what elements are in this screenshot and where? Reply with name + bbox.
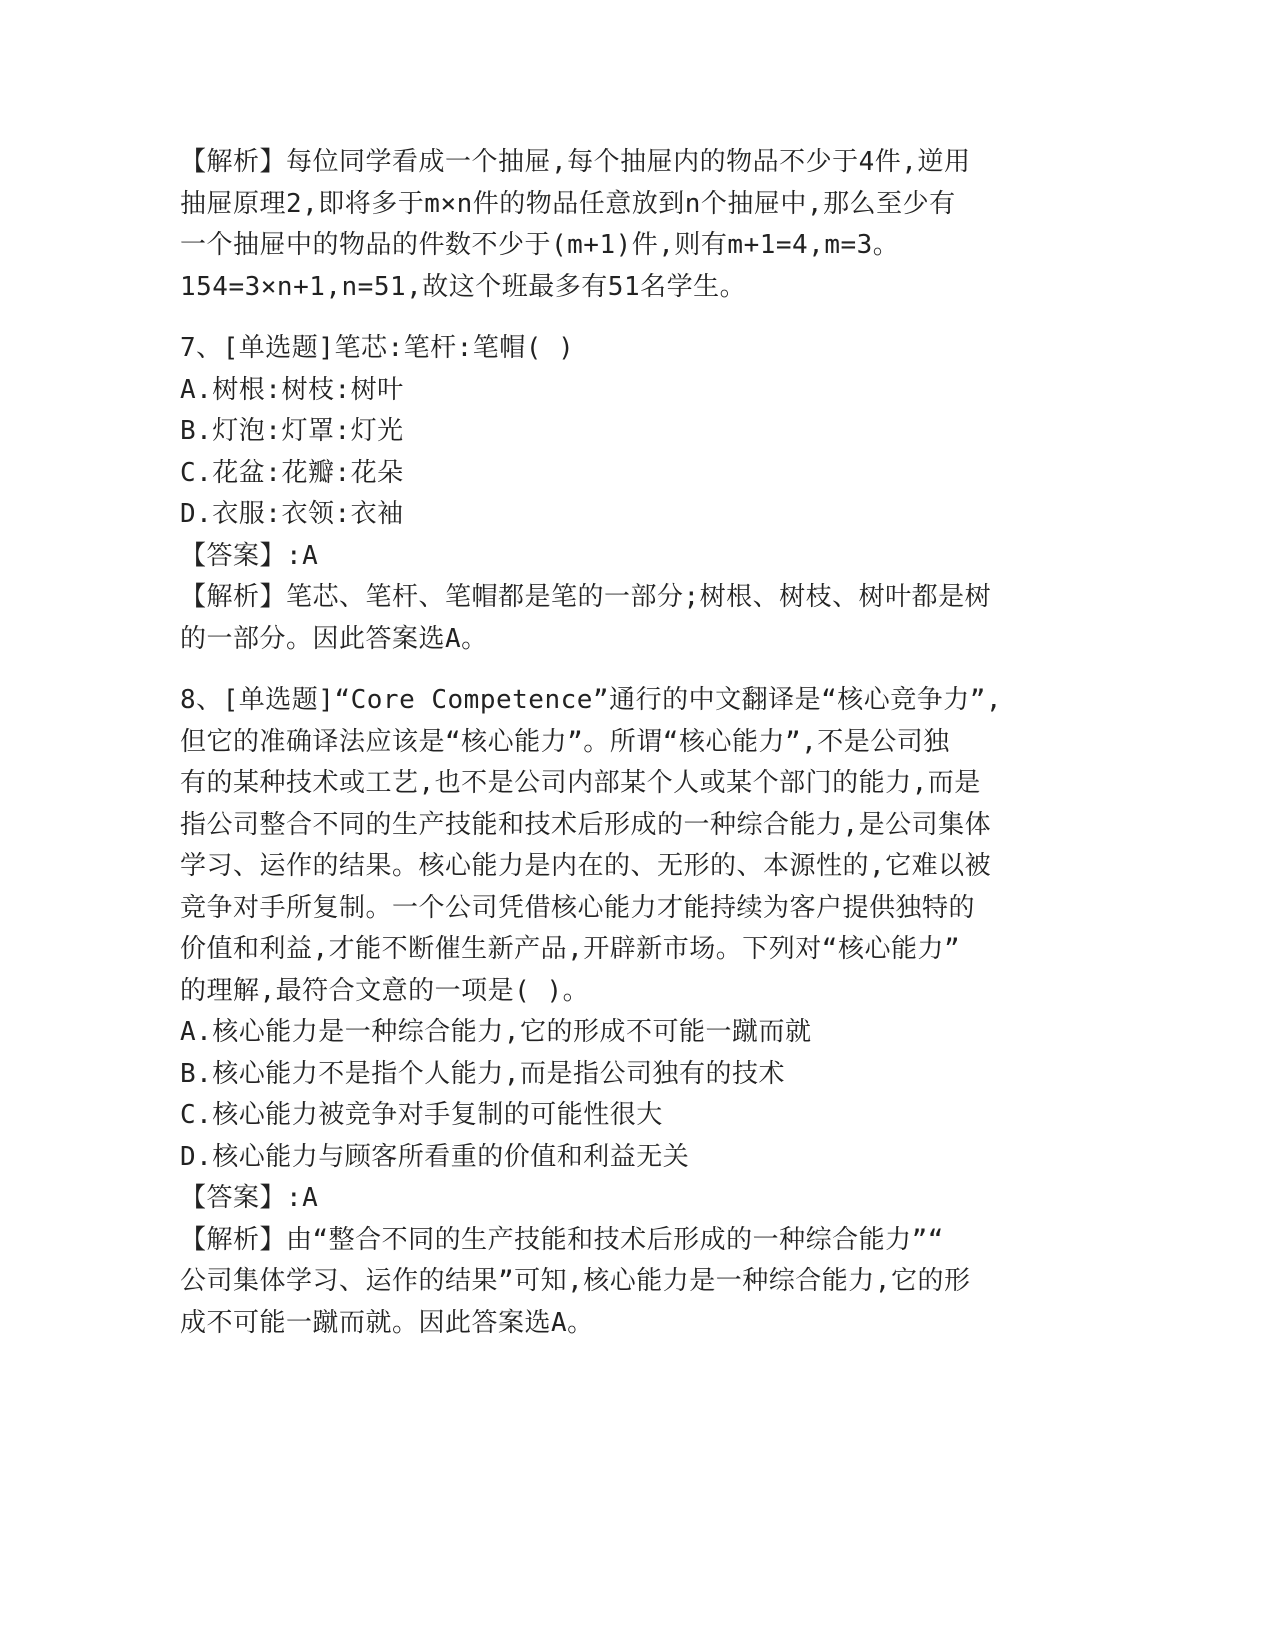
option-d: D.核心能力与顾客所看重的价值和利益无关 [180,1141,690,1172]
question-stem-line: 学习、运作的结果。核心能力是内在的、无形的、本源性的,它难以被 [180,851,992,881]
question-stem-line: 指公司整合不同的生产技能和技术后形成的一种综合能力,是公司集体 [180,809,992,840]
analysis-line: 一个抽屉中的物品的件数不少于(m+1)件,则有m+1=4,m=3。 [180,230,900,260]
question-stem-line: 但它的准确译法应该是“核心能力”。所谓“核心能力”,不是公司独 [180,726,950,757]
analysis-line: 成不可能一蹴而就。因此答案选A。 [180,1307,594,1338]
option-c: C.花盆:花瓣:花朵 [180,457,404,488]
option-a: A.树根:树枝:树叶 [180,374,404,405]
spacer [180,660,1060,680]
option-b: B.灯泡:灯罩:灯光 [180,416,404,446]
question-8 [180,680,1060,1344]
question-stem-line: 价值和利益,才能不断催生新产品,开辟新市场。下列对“核心能力” [180,934,961,964]
analysis-line: 154=3×n+1,n=51,故这个班最多有51名学生。 [180,271,747,302]
analysis-line: 的一部分。因此答案选A。 [180,623,488,654]
question-stem-line: 竞争对手所复制。一个公司凭借核心能力才能持续为客户提供独特的 [180,892,976,923]
question-stem-line: 8、[单选题]“Core Competence”通行的中文翻译是“核心竞争力”, [180,685,1003,715]
option-d: D.衣服:衣领:衣袖 [180,499,404,529]
analysis-line: 公司集体学习、运作的结果”可知,核心能力是一种综合能力,它的形 [180,1266,971,1296]
option-c: C.核心能力被竞争对手复制的可能性很大 [180,1100,663,1130]
question-stem: 7、[单选题]笔芯:笔杆:笔帽( ) [180,333,575,363]
answer-line: 【答案】:A [180,1183,319,1213]
analysis-line: 【解析】笔芯、笔杆、笔帽都是笔的一部分;树根、树枝、树叶都是树 [180,582,992,612]
q6-analysis [180,142,1060,308]
document-page [180,142,1060,1344]
question-7 [180,328,1060,660]
question-stem-line: 有的某种技术或工艺,也不是公司内部某个人或某个部门的能力,而是 [180,768,981,798]
analysis-line: 抽屉原理2,即将多于m×n件的物品任意放到n个抽屉中,那么至少有 [180,188,956,219]
question-stem-line: 的理解,最符合文意的一项是( )。 [180,975,590,1006]
option-a: A.核心能力是一种综合能力,它的形成不可能一蹴而就 [180,1017,812,1047]
answer-line: 【答案】:A [180,540,319,571]
spacer [180,308,1060,328]
option-b: B.核心能力不是指个人能力,而是指公司独有的技术 [180,1058,785,1089]
analysis-line: 【解析】由“整合不同的生产技能和技术后形成的一种综合能力”“ [180,1224,944,1255]
analysis-line: 【解析】每位同学看成一个抽屉,每个抽屉内的物品不少于4件,逆用 [180,147,971,177]
